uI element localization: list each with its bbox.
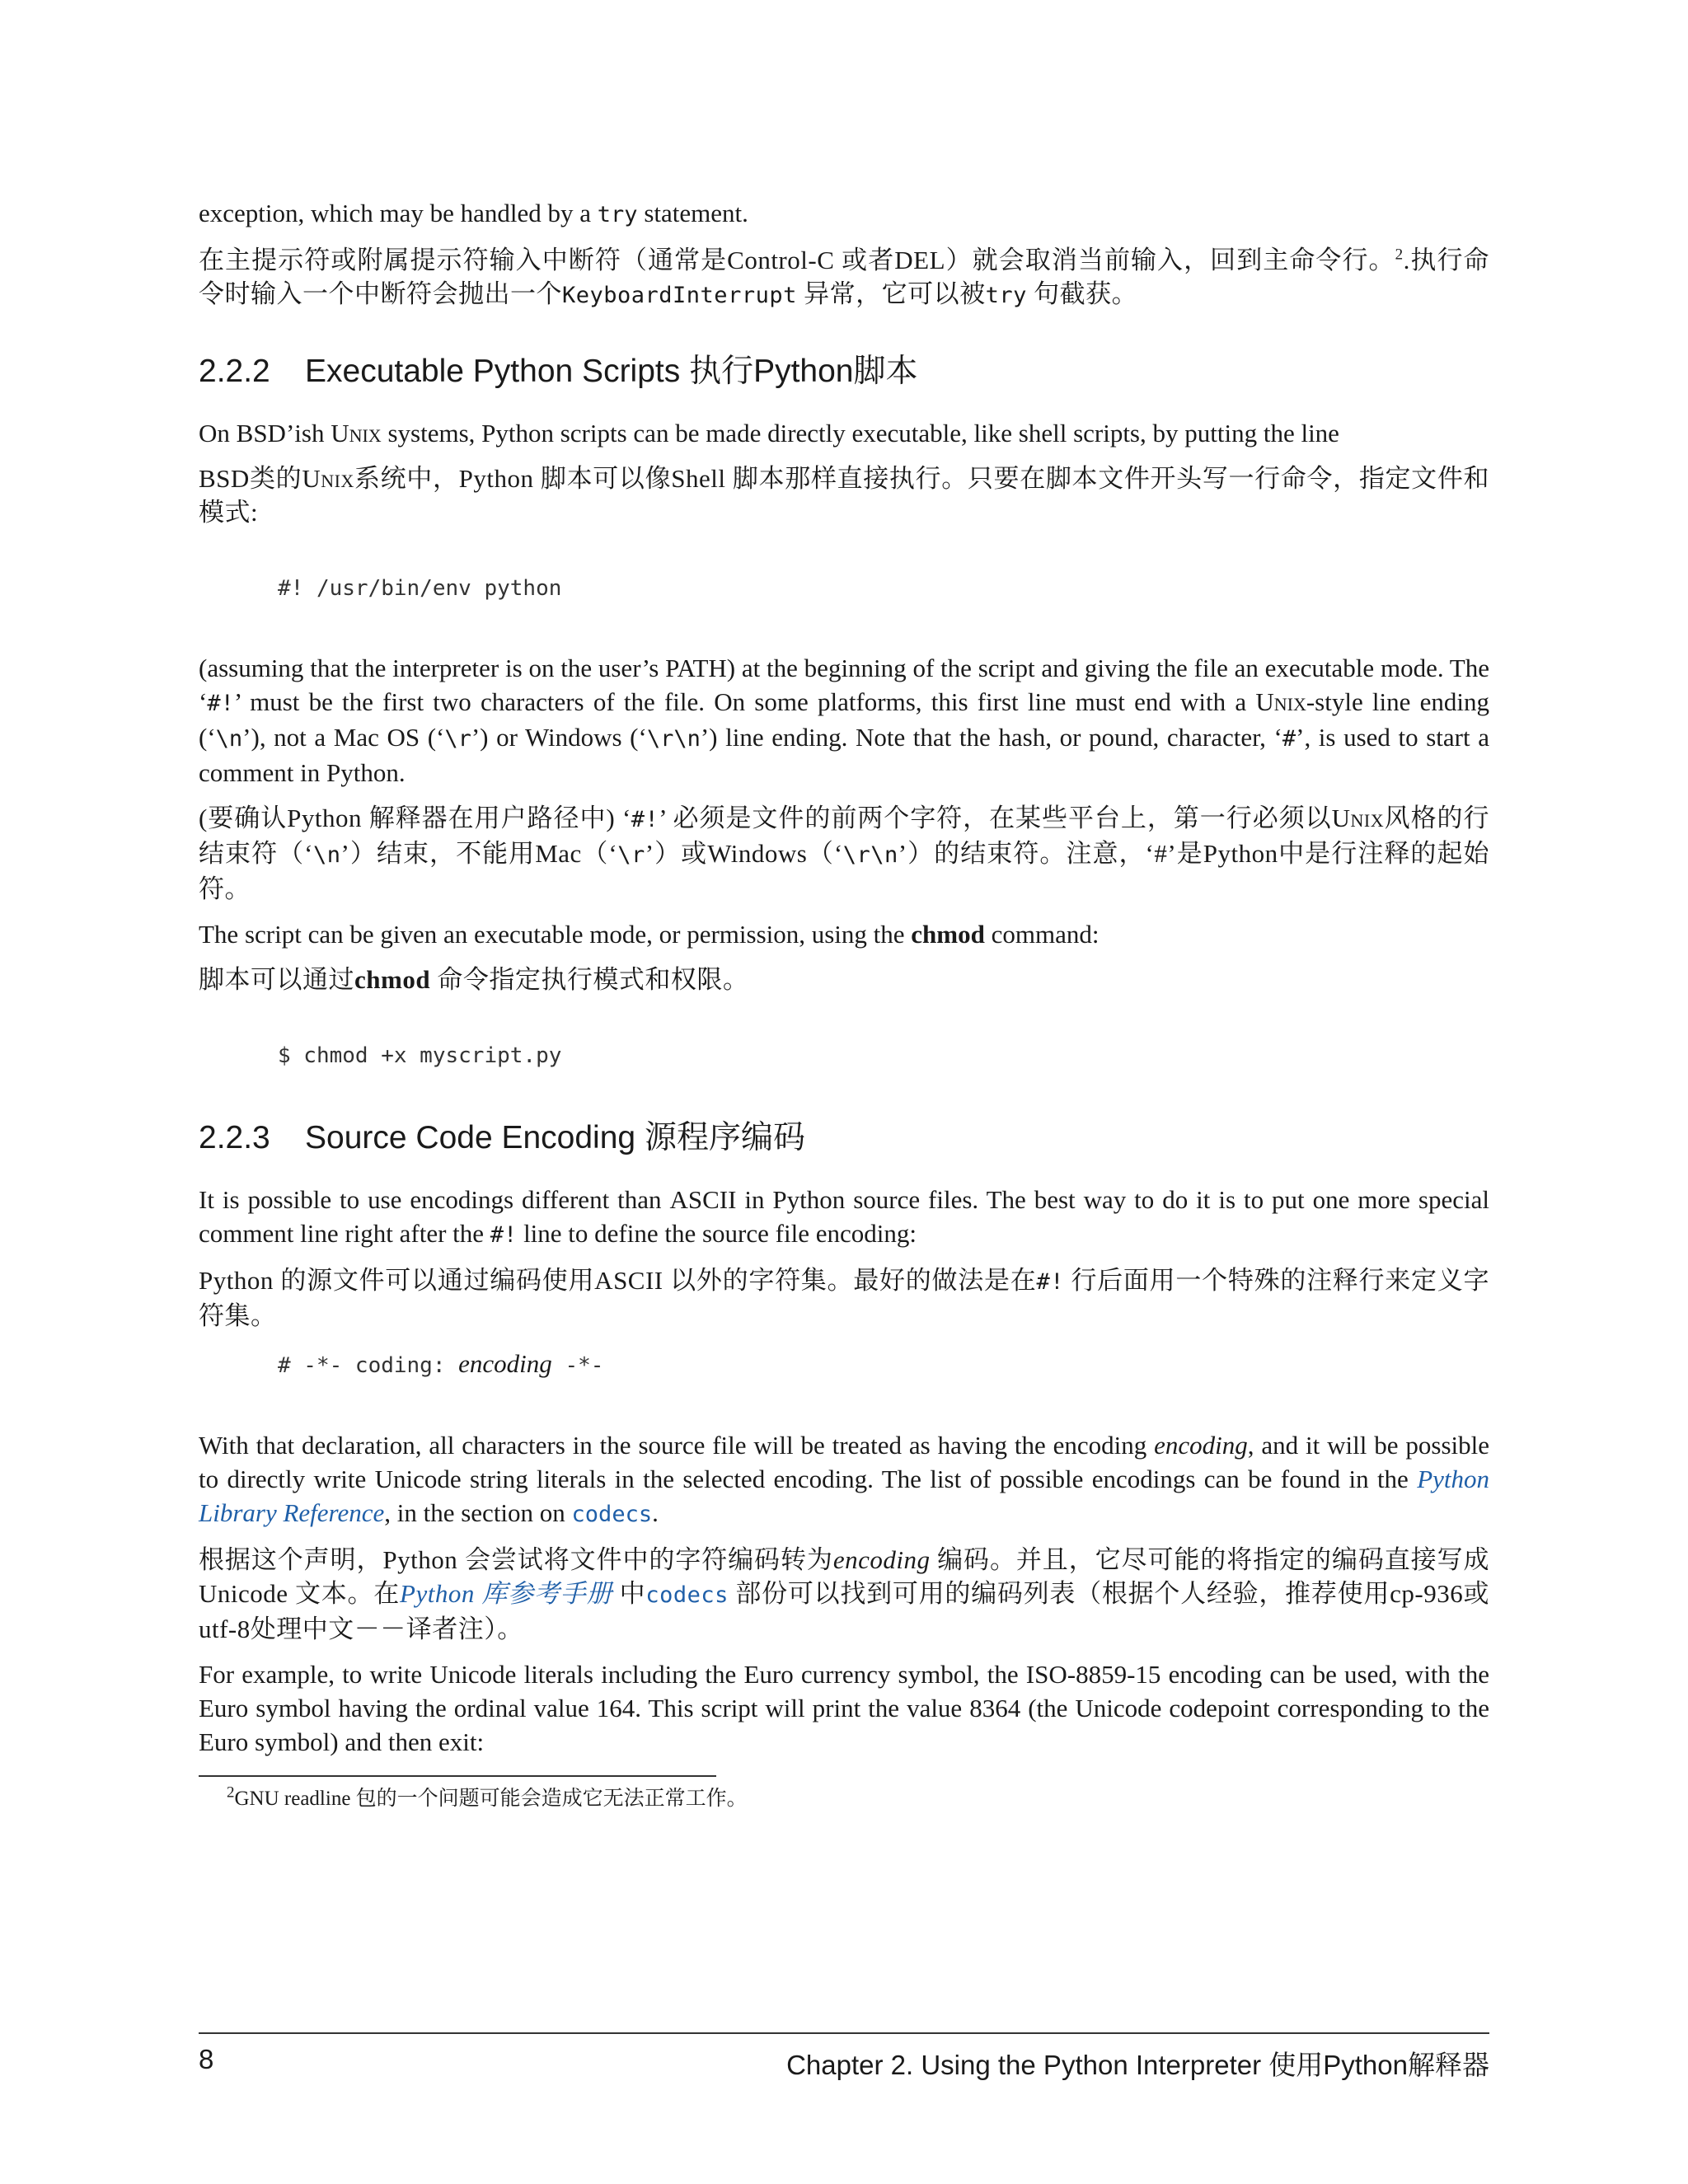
text: On BSD’ish	[199, 419, 331, 448]
command-name: chmod	[354, 965, 431, 994]
page-number: 8	[199, 2044, 214, 2074]
paragraph-path	[199, 651, 1489, 790]
document-page	[199, 196, 1489, 1813]
text: command:	[984, 920, 1100, 949]
paragraph-path-cn	[199, 801, 1489, 906]
text: 行后面用一个特殊的注释行来定义字符集。	[199, 1266, 1489, 1330]
footnote-text: GNU readline 包的一个问题可能会造成它无法正常工作。	[234, 1788, 748, 1810]
text: Python 的源文件可以通过编码使用ASCII 以外的字符集。最好的做法是在	[199, 1266, 1037, 1295]
paragraph-bsd-cn	[199, 462, 1489, 529]
inline-code: #	[1282, 726, 1296, 752]
text: 系统中，Python 脚本可以像Shell 脚本那样直接执行。只要在脚本文件开头写一行命令，指定文件和模式:	[199, 464, 1490, 527]
text: -style line ending (‘	[199, 687, 1489, 752]
section-title: Source Code Encoding 源程序编码	[305, 1120, 805, 1155]
text: 在主提示符或附属提示符输入中断符（通常是Control-C 或者DEL）就会取消当前输入，回到主命令行。	[199, 246, 1395, 274]
text: With that declaration, all characters in the source file will be treated as having the encoding	[199, 1431, 1155, 1460]
codecs-link[interactable]: codecs	[645, 1582, 729, 1608]
inline-code: \n	[215, 726, 243, 752]
paragraph-chmod	[199, 917, 1489, 951]
paragraph-declaration	[199, 1428, 1489, 1531]
inline-code: try	[985, 283, 1027, 308]
paragraph-interrupt-cn	[199, 243, 1489, 312]
paragraph-bsd	[199, 416, 1489, 450]
paragraph-exception	[199, 196, 1489, 232]
text-italic: encoding	[832, 1545, 931, 1574]
text: 异常，它可以被	[796, 279, 986, 308]
text: .	[652, 1498, 659, 1527]
text: Unix	[331, 419, 382, 448]
paragraph-chmod-cn	[199, 963, 1489, 996]
text: 句截获。	[1026, 279, 1138, 308]
text: The script can be given an executable mode, or permission, using the	[199, 920, 912, 949]
text: exception, which may be handled by a	[199, 199, 598, 227]
text: ’), not a Mac OS (‘	[242, 723, 445, 752]
text: 中	[612, 1579, 646, 1608]
footnote	[199, 1785, 1489, 1813]
text: ’）结束，不能用Mac（‘	[340, 839, 618, 868]
text: BSD类的	[199, 464, 302, 493]
text: (assuming that the interpreter is on the user’s PATH) at the beginning of the script and giving the file an executable mode. The ‘	[199, 654, 1489, 716]
text: ’, is used to start a comment in Python.	[199, 723, 1489, 787]
text: Unix	[1255, 687, 1306, 716]
text: It is possible to use encodings different than	[199, 1185, 670, 1214]
library-reference-link[interactable]: Python 库参考手册	[400, 1579, 613, 1608]
inline-code: KeyboardInterrupt	[562, 283, 797, 308]
text: (要确认Python 解释器在用户路径中) ‘	[199, 804, 631, 832]
footnote-mark: 2	[227, 1783, 235, 1802]
text: Unix	[302, 464, 354, 493]
footnote-divider	[199, 1775, 716, 1777]
code-block-shebang: #! /usr/bin/env python	[278, 576, 562, 601]
footnote-ref[interactable]: 2	[1395, 246, 1404, 264]
code-text: # -*- coding:	[278, 1353, 459, 1378]
text: ’) or Windows (‘	[471, 723, 647, 752]
section-number: 2.2.2	[199, 354, 270, 389]
section-title: Executable Python Scripts 执行Python脚本	[305, 354, 918, 389]
codecs-link[interactable]: codecs	[571, 1502, 653, 1527]
paragraph-encodings	[199, 1183, 1489, 1252]
inline-code: #!	[490, 1222, 518, 1248]
code-block-chmod: $ chmod +x myscript.py	[278, 1043, 562, 1068]
text: 命令指定执行模式和权限。	[430, 965, 749, 994]
text: ’）或Windows（‘	[645, 839, 843, 868]
text: ASCII	[669, 1185, 737, 1214]
inline-code: try	[597, 202, 638, 227]
section-heading-2-2-2	[199, 352, 1489, 391]
text: ’ 必须是文件的前两个字符，在某些平台上，第一行必须以	[659, 804, 1332, 832]
text: 风格的行结束符（‘	[199, 804, 1489, 868]
text: ’）的结束符。注意，‘#’是Python中是行注释的起始符。	[199, 839, 1490, 903]
text: .执行命令时输入一个中断符会抛出一个	[199, 246, 1489, 308]
text: systems, Python scripts can be made directly executable, like shell scripts, by putting the line	[381, 419, 1339, 448]
text: ’) line ending. Note that the hash, or pound, character, ‘	[700, 723, 1282, 752]
inline-code: #!	[207, 691, 234, 716]
page-footer	[199, 2032, 1489, 2083]
inline-code: \r	[444, 726, 471, 752]
inline-code: \n	[313, 842, 341, 868]
section-heading-2-2-3	[199, 1118, 1489, 1158]
text: Unix	[1331, 804, 1385, 832]
paragraph-encodings-cn	[199, 1263, 1489, 1333]
paragraph-euro-example: For example, to write Unicode literals including the Euro currency symbol, the ISO-8859-15 encoding can be used, with the Euro symbol having the ordinal value 164. This script will print the value 8364 (the Unicode codepoint corresponding to the Euro symbol) and then exit:	[199, 1660, 1489, 1756]
inline-code: #!	[631, 807, 659, 832]
inline-code: #!	[1036, 1269, 1064, 1295]
chapter-title: Chapter 2. Using the Python Interpreter 使用Python解释器	[786, 2050, 1489, 2080]
text: ’ must be the first two characters of the file. On some platforms, this first line must end with a	[233, 687, 1256, 716]
text: 脚本可以通过	[199, 965, 354, 994]
text: , and it will be possible to directly write Unicode string literals in the selected encoding. The list of possible encodings can be found in the	[199, 1431, 1489, 1493]
text-italic: encoding	[1154, 1431, 1248, 1460]
paragraph-declaration-cn	[199, 1543, 1489, 1646]
code-block-coding	[278, 1347, 1489, 1382]
inline-code: \r\n	[842, 842, 898, 868]
inline-code: \r	[617, 842, 645, 868]
code-placeholder: encoding	[458, 1349, 552, 1378]
text: in Python source files. The best way to do it is to put one more special comment line right after the	[199, 1185, 1489, 1248]
text: 部份可以找到可用的编码列表（根据个人经验，推荐使用cp-936或utf-8处理中文－－译者注）。	[199, 1579, 1489, 1643]
text: statement.	[637, 199, 748, 227]
command-name: chmod	[911, 920, 985, 949]
text: 编码。并且，它尽可能的将指定的编码直接写成Unicode 文本。在	[199, 1545, 1489, 1608]
inline-code: \r\n	[646, 726, 701, 752]
text: 根据这个声明，Python 会尝试将文件中的字符编码转为	[199, 1545, 833, 1574]
code-text: -*-	[551, 1353, 604, 1378]
section-number: 2.2.3	[199, 1120, 270, 1155]
text: , in the section on	[384, 1498, 572, 1527]
text: line to define the source file encoding:	[517, 1219, 917, 1248]
library-reference-link[interactable]: Python Library Reference	[199, 1465, 1489, 1527]
